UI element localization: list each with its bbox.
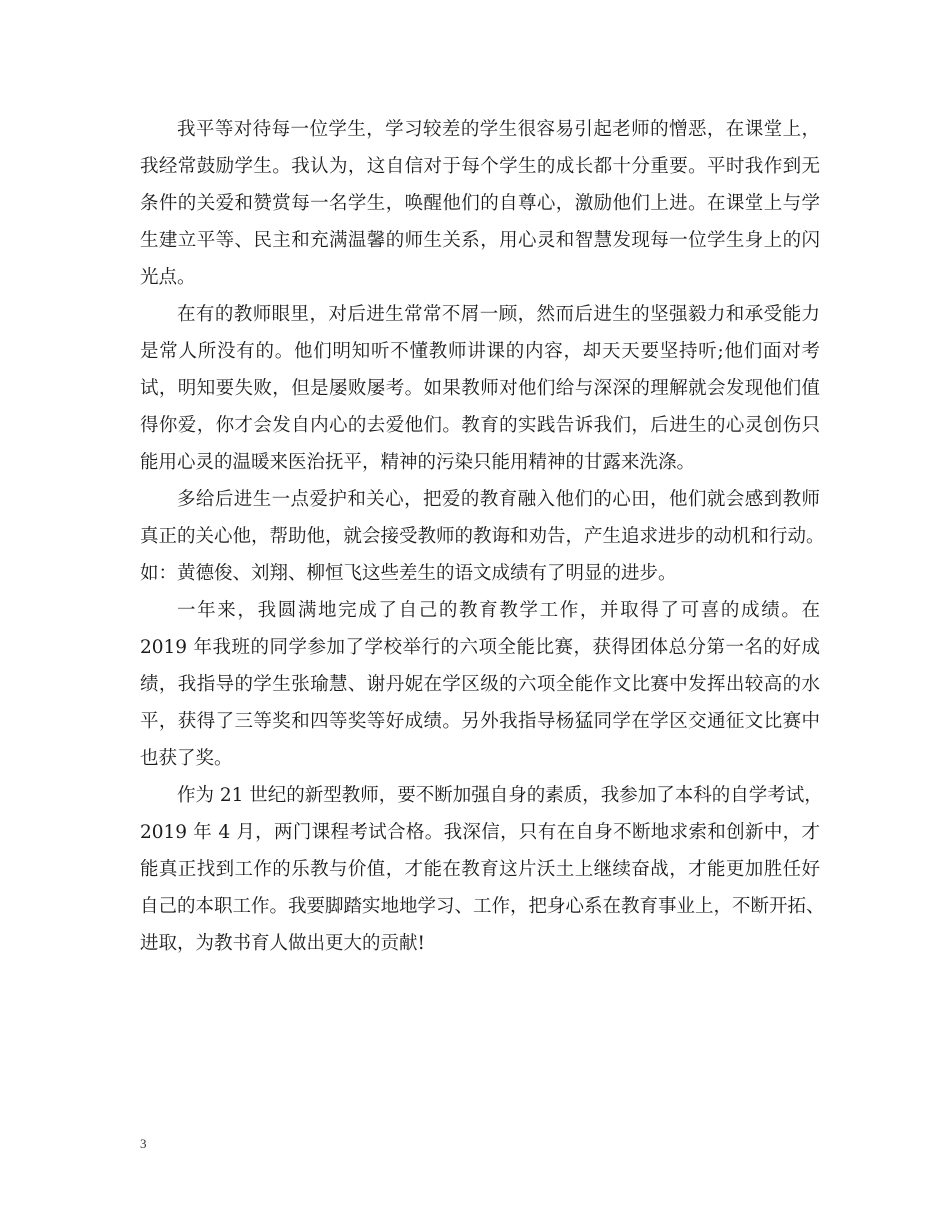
paragraph-1-line-2: 我经常鼓励学生。我认为，这自信对于每个学生的成长都十分重要。平时我作到无 [140,156,820,177]
paragraph-2-line-3: 试，明知要失败，但是屡败屡考。如果教师对他们给与深深的理解就会发现他们值 [140,378,820,399]
paragraph-2-line-1: 在有的教师眼里，对后进生常常不屑一顾，然而后进生的坚强毅力和承受能力 [177,304,820,325]
paragraph-3-line-2: 真正的关心他，帮助他，就会接受教师的教诲和劝告，产生追求进步的动机和行动。 [140,526,825,547]
paragraph-1-line-3: 条件的关爱和赞赏每一名学生，唤醒他们的自尊心，激励他们上进。在课堂上与学 [140,193,820,214]
paragraph-4-line-2: 2019 年我班的同学参加了学校举行的六项全能比赛，获得团体总分第一名的好成 [140,637,820,658]
paragraph-2-line-5: 能用心灵的温暖来医治抚平，精神的污染只能用精神的甘露来洗涤。 [140,452,696,473]
paragraph-1-line-1: 我平等对待每一位学生，学习较差的学生很容易引起老师的憎恶，在课堂上， [177,119,820,140]
paragraph-4-line-1: 一年来，我圆满地完成了自己的教育教学工作，并取得了可喜的成绩。在 [177,600,820,621]
paragraph-5-line-1: 作为 21 世纪的新型教师，要不断加强自身的素质，我参加了本科的自学考试， [177,785,823,806]
paragraph-2-line-4: 得你爱，你才会发自内心的去爱他们。教育的实践告诉我们，后进生的心灵创伤只 [140,415,820,436]
paragraph-2-line-2: 是常人所没有的。他们明知听不懂教师讲课的内容，却天天要坚持听;他们面对考 [140,341,820,362]
paragraph-4-line-4: 平，获得了三等奖和四等奖等好成绩。另外我指导杨猛同学在学区交通征文比赛中 [140,711,820,732]
paragraph-4-line-5: 也获了奖。 [140,748,233,769]
paragraph-5-line-3: 能真正找到工作的乐教与价值，才能在教育这片沃土上继续奋战，才能更加胜任好 [140,859,820,880]
paragraph-3-line-1: 多给后进生一点爱护和关心，把爱的教育融入他们的心田，他们就会感到教师 [177,489,820,510]
paragraph-5-line-5: 进取，为教书育人做出更大的贡献! [140,933,425,954]
paragraph-1-line-5: 光点。 [140,267,196,288]
page-number: 3 [140,1136,147,1151]
paragraph-5-line-2: 2019 年 4 月，两门课程考试合格。我深信，只有在自身不断地求索和创新中，才 [140,822,820,843]
paragraph-5-line-4: 自己的本职工作。我要脚踏实地地学习、工作，把身心系在教育事业上，不断开拓、 [140,896,825,917]
paragraph-4-line-3: 绩，我指导的学生张瑜慧、谢丹妮在学区级的六项全能作文比赛中发挥出较高的水 [140,674,820,695]
paragraph-3-line-3: 如：黄德俊、刘翔、柳恒飞这些差生的语文成绩有了明显的进步。 [140,563,677,584]
paragraph-1-line-4: 生建立平等、民主和充满温馨的师生关系，用心灵和智慧发现每一位学生身上的闪 [140,230,820,251]
